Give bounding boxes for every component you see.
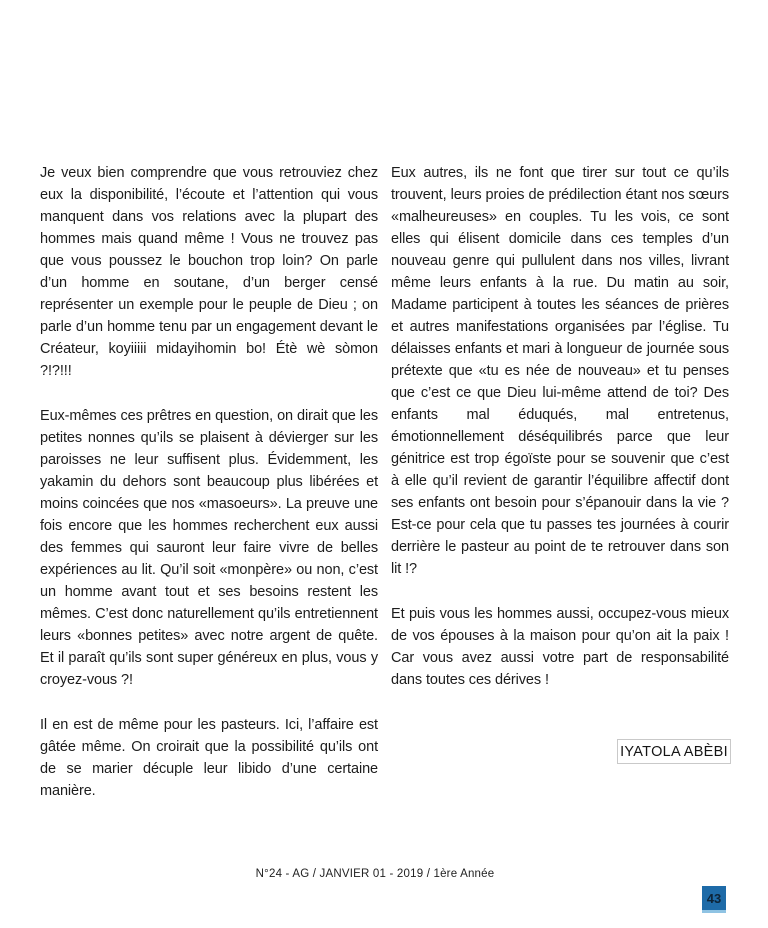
- paragraph: Et puis vous les hommes aussi, occupez-vous mieux de vos épouses à la maison pour qu’on ait la paix ! Car vous avez aussi votre part de responsabilité dans toutes ces dérives !: [391, 606, 729, 688]
- paragraph: Eux autres, ils ne font que tirer sur tout ce qu’ils trouvent, leurs proies de prédilection étant nos sœurs «malheureuses» en couples. Tu les vois, ce sont elles qui élisent domicile dans ces temples d’un nouveau genre qui pullulent dans nos villes, livrant même leurs enfants à la rue. Du matin au soir, Madame participent à toutes les séances de prières et autres manifestations organisées par l’église. Tu délaisses enfants et mari à longueur de journée sous prétexte que «tu es née de nouveau» et tu penses que c’est ce que Dieu lui-même attend de toi? Des enfants mal éduqués, mal entretenus, émotionnellement déséquilibrés parce que leur génitrice est trop égoïste pour se souvenir que c’est à elle qu’il revient de garantir l’équilibre affectif dont ses enfants ont besoin pour s’épanouir dans la vie ? Est-ce pour cela que tu passes tes journées à courir derrière le pasteur au point de te retrouver dans son lit !?: [391, 165, 729, 577]
- byline-author: IYATOLA ABÈBI: [620, 743, 728, 760]
- paragraph: Je veux bien comprendre que vous retrouviez chez eux la disponibilité, l’écoute et l’attention qui vous manquent dans vos relations avec la plupart des hommes mais quand même ! Vous ne trouvez pas que vous poussez le bouchon trop loin? On parle d’un homme en soutane, d’un berger censé représenter un exemple pour le peuple de Dieu ; on parle d’un homme tenu par un engagement devant le Créateur, koyiiiii midayihomin bo! Étè wè sòmon ?!?!!!: [40, 165, 378, 379]
- page-number-badge: [702, 886, 726, 910]
- footer-issue-line: N°24 - AG / JANVIER 01 - 2019 / 1ère Année: [255, 868, 495, 880]
- page-badge-strip: [702, 910, 726, 913]
- paragraph: Eux-mêmes ces prêtres en question, on dirait que les petites nonnes qu’ils se plaisent à dévierger sur les paroisses ne leur suffisent plus. Évidemment, les yakamin du dehors sont beaucoup plus libérées et moins coincées que nos «masoeurs». La preuve une fois encore que les hommes recherchent eux aussi des femmes qui sauront leur faire vivre de belles expériences au lit. Qu’il soit «monpère» ou non, c’est un homme avant tout et ses besoins restent les mêmes. C’est donc naturellement qu’ils entretiennent leurs «bonnes petites» avec notre argent de quête. Et il paraît qu’ils sont super généreux en plus, vous y croyez-vous ?!: [40, 408, 378, 688]
- article-column-right: [391, 162, 729, 802]
- paragraph: Il en est de même pour les pasteurs. Ici, l’affaire est gâtée même. On croirait que la possibilité qu’ils ont de se marier décuple leur libido d’une certaine manière.: [40, 717, 378, 799]
- byline-box: [617, 739, 731, 764]
- article-column-left: [40, 162, 378, 802]
- page-number: 43: [706, 890, 722, 906]
- article-body: [40, 162, 730, 802]
